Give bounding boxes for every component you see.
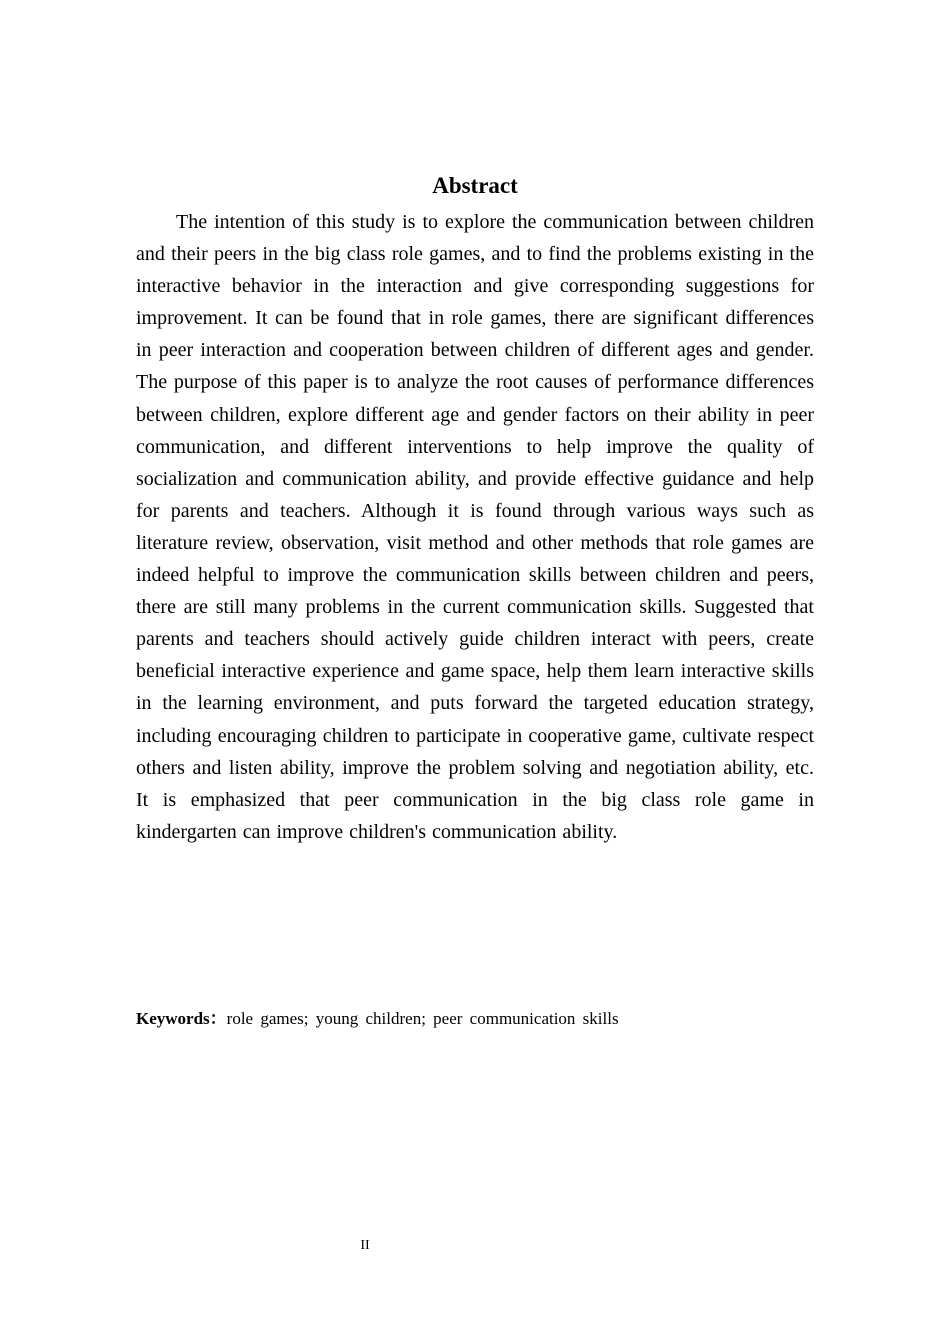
abstract-title: Abstract [432,173,518,198]
keywords-label: Keywords： [136,1009,227,1028]
page-number: II [360,1238,370,1253]
keywords-line [136,1006,814,1032]
keywords-text: role games; young children; peer communication skills [226,1009,619,1028]
abstract-body: The intention of this study is to explore the communication between children and their peers in the big class role games, and to find the problems existing in the interactive behavior in the interaction and give corresponding suggestions for improvement. It can be found that in role games, there are significant differences in peer interaction and cooperation between children of different ages and gender. The purpose of this paper is to analyze the root causes of performance differences between children, explore different age and gender factors on their ability in peer communication, and different interventions to help improve the quality of socialization and communication ability, and provide effective guidance and help for parents and teachers. Although it is found through various ways such as literature review, observation, visit method and other methods that role games are indeed helpful to improve the communication skills between children and peers, there are still many problems in the current communication skills. Suggested that parents and teachers should actively guide children interact with peers, create beneficial interactive experience and game space, help them learn interactive skills in the learning environment, and puts forward the targeted education strategy, including encouraging children to participate in cooperative game, cultivate respect others and listen ability, improve the problem solving and negotiation ability, etc. It is emphasized that peer communication in the big class role game in kindergarten can improve children's communication ability. [136,211,814,843]
